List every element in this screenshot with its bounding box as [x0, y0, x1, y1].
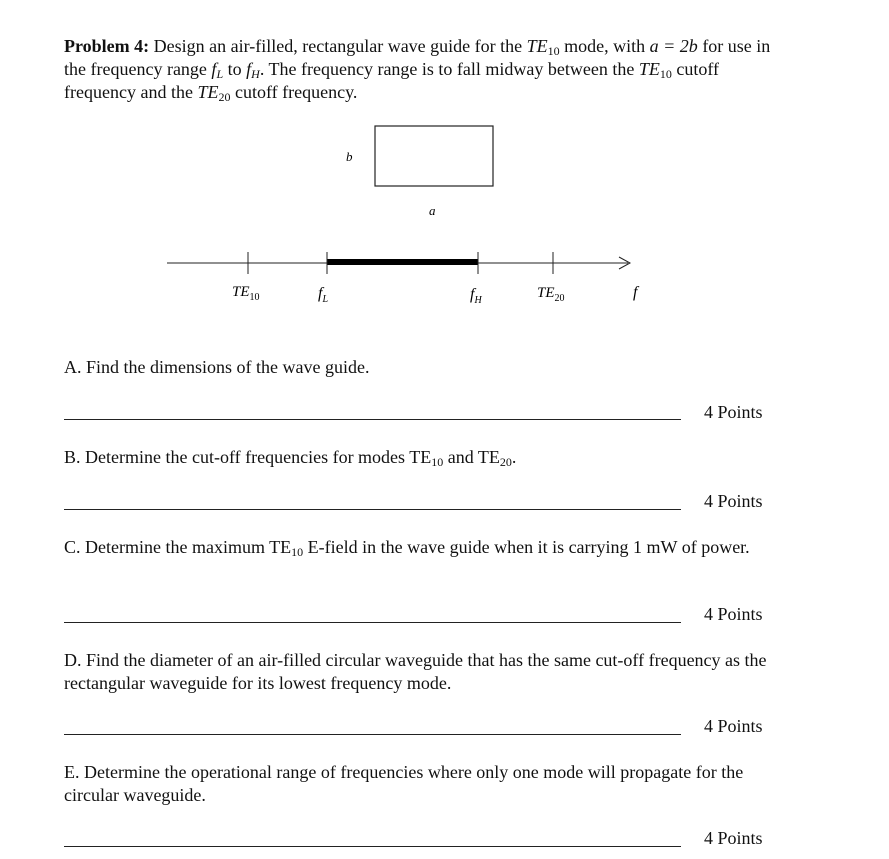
question-b-letter: B.	[64, 447, 81, 467]
question-b-sub-1: 10	[431, 455, 444, 469]
answer-line-e[interactable]	[64, 846, 681, 847]
question-e-letter: E.	[64, 762, 80, 782]
statement-part-5: cutoff frequency and the	[64, 59, 720, 102]
question-c-text-1: Determine the maximum TE	[85, 537, 292, 557]
te20-symbol: TE	[197, 82, 219, 102]
question-d-letter: D.	[64, 650, 82, 670]
statement-part-6: cutoff frequency.	[234, 82, 358, 102]
te20-subscript: 20	[218, 90, 231, 104]
te10-axis-label: $TE_{10}$	[232, 284, 260, 303]
statement-part-3: for use in the frequency range	[64, 36, 771, 79]
f-low-symbol: f	[211, 59, 217, 79]
f-axis-label: f	[633, 284, 638, 301]
answer-line-d[interactable]	[64, 734, 681, 735]
dimension-b-label: b	[346, 149, 353, 164]
f-low-subscript: L	[216, 67, 224, 81]
statement-part-1: Design an air-filled, rectangular wave guide for the	[153, 36, 523, 56]
te-subscript: 10	[547, 44, 560, 58]
points-a: 4 Points	[704, 402, 763, 422]
te10-symbol: TE	[638, 59, 660, 79]
question-c	[64, 536, 776, 559]
waveguide-diagram	[0, 0, 889, 330]
fl-axis-label: $f_L$	[318, 285, 329, 305]
question-b-text-1: Determine the cut-off frequencies for modes TE	[85, 447, 432, 467]
question-a-text: Find the dimensions of the wave guide.	[86, 357, 370, 377]
question-b-text-2: and TE	[443, 447, 500, 467]
te20-axis-label: $TE_{20}$	[537, 285, 565, 304]
question-a-letter: A.	[64, 357, 82, 377]
points-b: 4 Points	[704, 491, 763, 511]
to-word: to	[227, 59, 242, 79]
question-b-text-3: .	[511, 447, 517, 467]
answer-line-c[interactable]	[64, 622, 681, 623]
question-e	[64, 761, 776, 807]
question-e-text: Determine the operational range of frequencies where only one mode will propagate for the circular waveguide.	[64, 762, 744, 805]
question-d	[64, 649, 776, 695]
relation: a = 2b	[649, 36, 698, 56]
question-c-text-2: E-field in the wave guide when it is carrying 1 mW of power.	[303, 537, 750, 557]
question-b-sub-2: 20	[499, 455, 512, 469]
dimension-a-label: a	[429, 203, 436, 218]
te10-subscript: 10	[659, 67, 672, 81]
points-e: 4 Points	[704, 828, 763, 848]
question-a	[64, 356, 776, 379]
points-d: 4 Points	[704, 716, 763, 736]
waveguide-cross-section	[375, 126, 493, 186]
statement-part-4: . The frequency range is to fall midway between the	[259, 59, 635, 79]
f-high-symbol: f	[246, 59, 252, 79]
statement-part-2: mode, with	[564, 36, 646, 56]
te-symbol: TE	[526, 36, 548, 56]
question-c-letter: C.	[64, 537, 81, 557]
question-b	[64, 446, 776, 469]
question-c-sub-1: 10	[291, 545, 304, 559]
problem-label: Problem 4:	[64, 36, 150, 56]
f-high-subscript: H	[251, 67, 260, 81]
question-d-text: Find the diameter of an air-filled circular waveguide that has the same cut-off frequency as the rectangular waveguide for its lowest frequency mode.	[64, 650, 767, 693]
answer-line-a[interactable]	[64, 419, 681, 420]
points-c: 4 Points	[704, 604, 763, 624]
answer-line-b[interactable]	[64, 509, 681, 510]
fh-axis-label: $f_H$	[470, 286, 482, 306]
